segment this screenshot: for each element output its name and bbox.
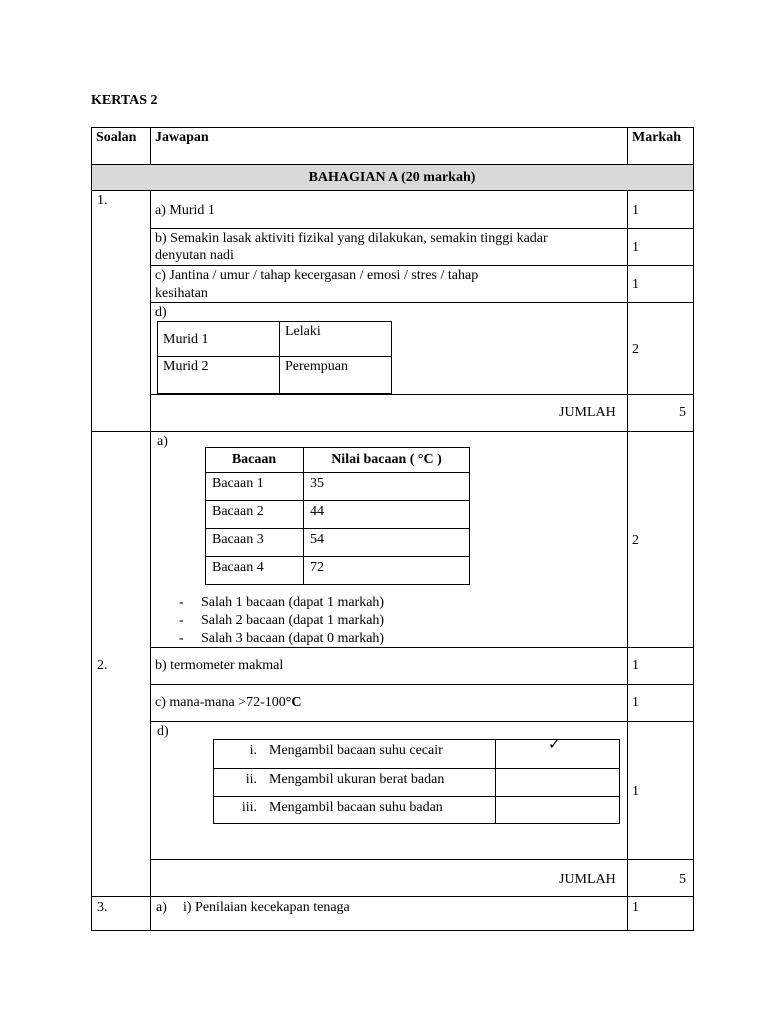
note-dash: - bbox=[179, 595, 184, 610]
header-markah: Markah bbox=[632, 130, 681, 145]
q1-c-answer-line2: kesihatan bbox=[155, 286, 208, 301]
q2-d-roman: iii. bbox=[241, 800, 257, 815]
note-text: Salah 3 bacaan (dapat 0 markah) bbox=[201, 631, 385, 646]
q2-c-answer bbox=[155, 694, 301, 711]
q1-d-cell: Murid 2 bbox=[163, 359, 209, 374]
q1-jumlah: 5 bbox=[679, 405, 686, 420]
q2-d-option: Mengambil ukuran berat badan bbox=[269, 772, 445, 787]
q2-number: 2. bbox=[97, 658, 108, 673]
q1-jumlah-label: JUMLAH bbox=[559, 405, 616, 420]
q2-a-table-header: Nilai bacaan ( °C ) bbox=[331, 452, 442, 467]
q2-d-mark: 1 bbox=[632, 784, 639, 799]
q2-a-table-cell: 72 bbox=[310, 560, 324, 575]
q2-c-text: c) mana-mana >72-100 bbox=[155, 695, 286, 710]
page-title: KERTAS 2 bbox=[91, 93, 158, 108]
section-title: BAHAGIAN A (20 markah) bbox=[308, 170, 476, 185]
header-jawapan: Jawapan bbox=[155, 130, 209, 145]
q2-a-table-header: Bacaan bbox=[231, 452, 277, 467]
note-text: Salah 1 bacaan (dapat 1 markah) bbox=[201, 595, 385, 610]
q3-a-mark: 1 bbox=[632, 900, 639, 915]
header-soalan: Soalan bbox=[96, 130, 137, 145]
q2-a-table-cell: 35 bbox=[310, 476, 324, 491]
q2-a-table-cell: Bacaan 4 bbox=[212, 560, 264, 575]
q1-d-cell: Lelaki bbox=[285, 324, 321, 339]
q2-jumlah-label: JUMLAH bbox=[559, 872, 616, 887]
q2-a-table-cell: Bacaan 3 bbox=[212, 532, 264, 547]
q3-a-label: a) bbox=[156, 900, 167, 915]
q2-d-roman: i. bbox=[249, 743, 257, 758]
q2-a-mark: 2 bbox=[632, 533, 639, 548]
q1-d-label: d) bbox=[155, 305, 167, 320]
tick-icon: ✓ bbox=[548, 737, 561, 753]
q1-d-mark: 2 bbox=[632, 342, 639, 357]
q1-b-answer-line1: b) Semakin lasak aktiviti fizikal yang dilakukan, semakin tinggi kadar bbox=[155, 231, 548, 246]
q1-a-mark: 1 bbox=[632, 203, 639, 218]
q2-d-option: Mengambil bacaan suhu cecair bbox=[269, 743, 443, 758]
q1-c-mark: 1 bbox=[632, 277, 639, 292]
q1-a-answer: a) Murid 1 bbox=[155, 203, 215, 218]
q3-number: 3. bbox=[97, 900, 108, 915]
q1-d-cell: Murid 1 bbox=[163, 332, 209, 347]
q2-a-label: a) bbox=[157, 434, 168, 449]
q2-c-mark: 1 bbox=[632, 695, 639, 710]
q2-b-mark: 1 bbox=[632, 658, 639, 673]
q2-a-table-cell: Bacaan 2 bbox=[212, 504, 264, 519]
note-dash: - bbox=[179, 631, 184, 646]
q2-d-label: d) bbox=[157, 724, 169, 739]
q1-d-cell: Perempuan bbox=[285, 359, 348, 374]
q2-d-option: Mengambil bacaan suhu badan bbox=[269, 800, 443, 815]
note-text: Salah 2 bacaan (dapat 1 markah) bbox=[201, 613, 385, 628]
note-dash: - bbox=[179, 613, 184, 628]
q2-a-table-cell: 54 bbox=[310, 532, 324, 547]
q1-b-answer-line2: denyutan nadi bbox=[155, 248, 234, 263]
q1-b-mark: 1 bbox=[632, 240, 639, 255]
q2-a-table-cell: 44 bbox=[310, 504, 324, 519]
q3-a-answer: i) Penilaian kecekapan tenaga bbox=[183, 900, 350, 915]
q2-b-answer: b) termometer makmal bbox=[155, 658, 284, 673]
q1-c-answer-line1: c) Jantina / umur / tahap kecergasan / emosi / stres / tahap bbox=[155, 268, 479, 283]
q2-a-table-cell: Bacaan 1 bbox=[212, 476, 264, 491]
q2-c-unit: °C bbox=[285, 695, 302, 710]
q2-jumlah: 5 bbox=[679, 872, 686, 887]
q2-d-roman: ii. bbox=[245, 772, 257, 787]
q1-number: 1. bbox=[97, 193, 108, 208]
